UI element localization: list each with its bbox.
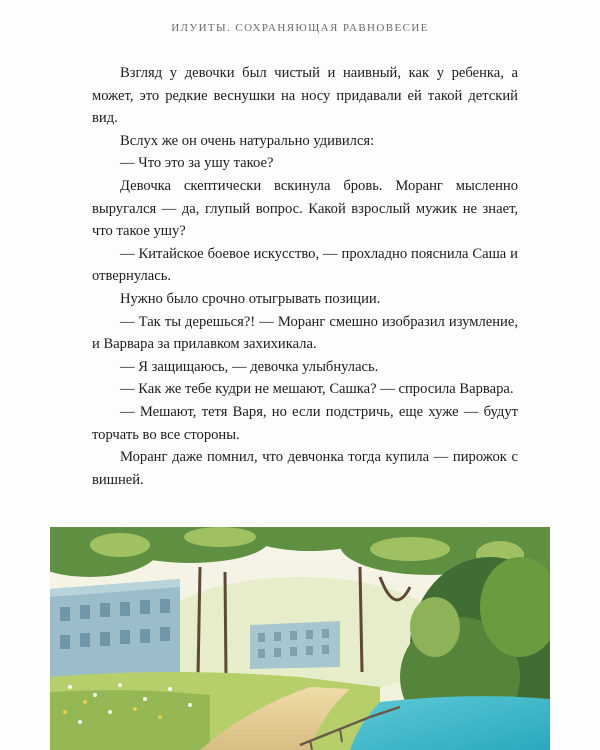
park-illustration [50, 527, 550, 750]
right-building [250, 621, 340, 669]
body-text [92, 62, 518, 491]
left-building [50, 579, 180, 685]
running-head: ИЛУИТЫ. СОХРАНЯЮЩАЯ РАВНОВЕСИЕ [171, 22, 429, 34]
lawn-shade [50, 690, 210, 750]
paragraph: Девочка скептически вскинула бровь. Моранг мысленно выругался — да, глупый вопрос. Какой взрослый мужик не знает, что такое ушу? [92, 177, 518, 240]
park-illustration-svg [50, 527, 550, 750]
paragraph: — Что это за ушу такое? [120, 155, 274, 172]
paragraph: — Как же тебе кудри не мешают, Сашка? — спросила Варвара. [120, 381, 514, 398]
paragraph: Нужно было срочно отыгрывать позиции. [120, 290, 381, 307]
paragraph: — Китайское боевое искусство, — прохладно пояснила Саша и отвернулась. [92, 245, 518, 285]
water [350, 696, 550, 750]
paragraph: Вслух же он очень натурально удивился: [120, 132, 375, 149]
paragraph: — Так ты дерешься?! — Моранг смешно изобразил изумление, и Варвара за прилавком захихикала. [92, 313, 518, 353]
paragraph: Моранг даже помнил, что девчонка тогда купила — пирожок с вишней. [92, 449, 518, 488]
paragraph: — Я защищаюсь, — девочка улыбнулась. [120, 358, 379, 375]
paragraph: Взгляд у девочки был чистый и наивный, как у ребенка, а может, это редкие веснушки на носу придавали ей такой детский вид. [92, 65, 518, 127]
paragraph: — Мешают, тетя Варя, но если подстричь, еще хуже — будут торчать во все стороны. [92, 403, 518, 443]
